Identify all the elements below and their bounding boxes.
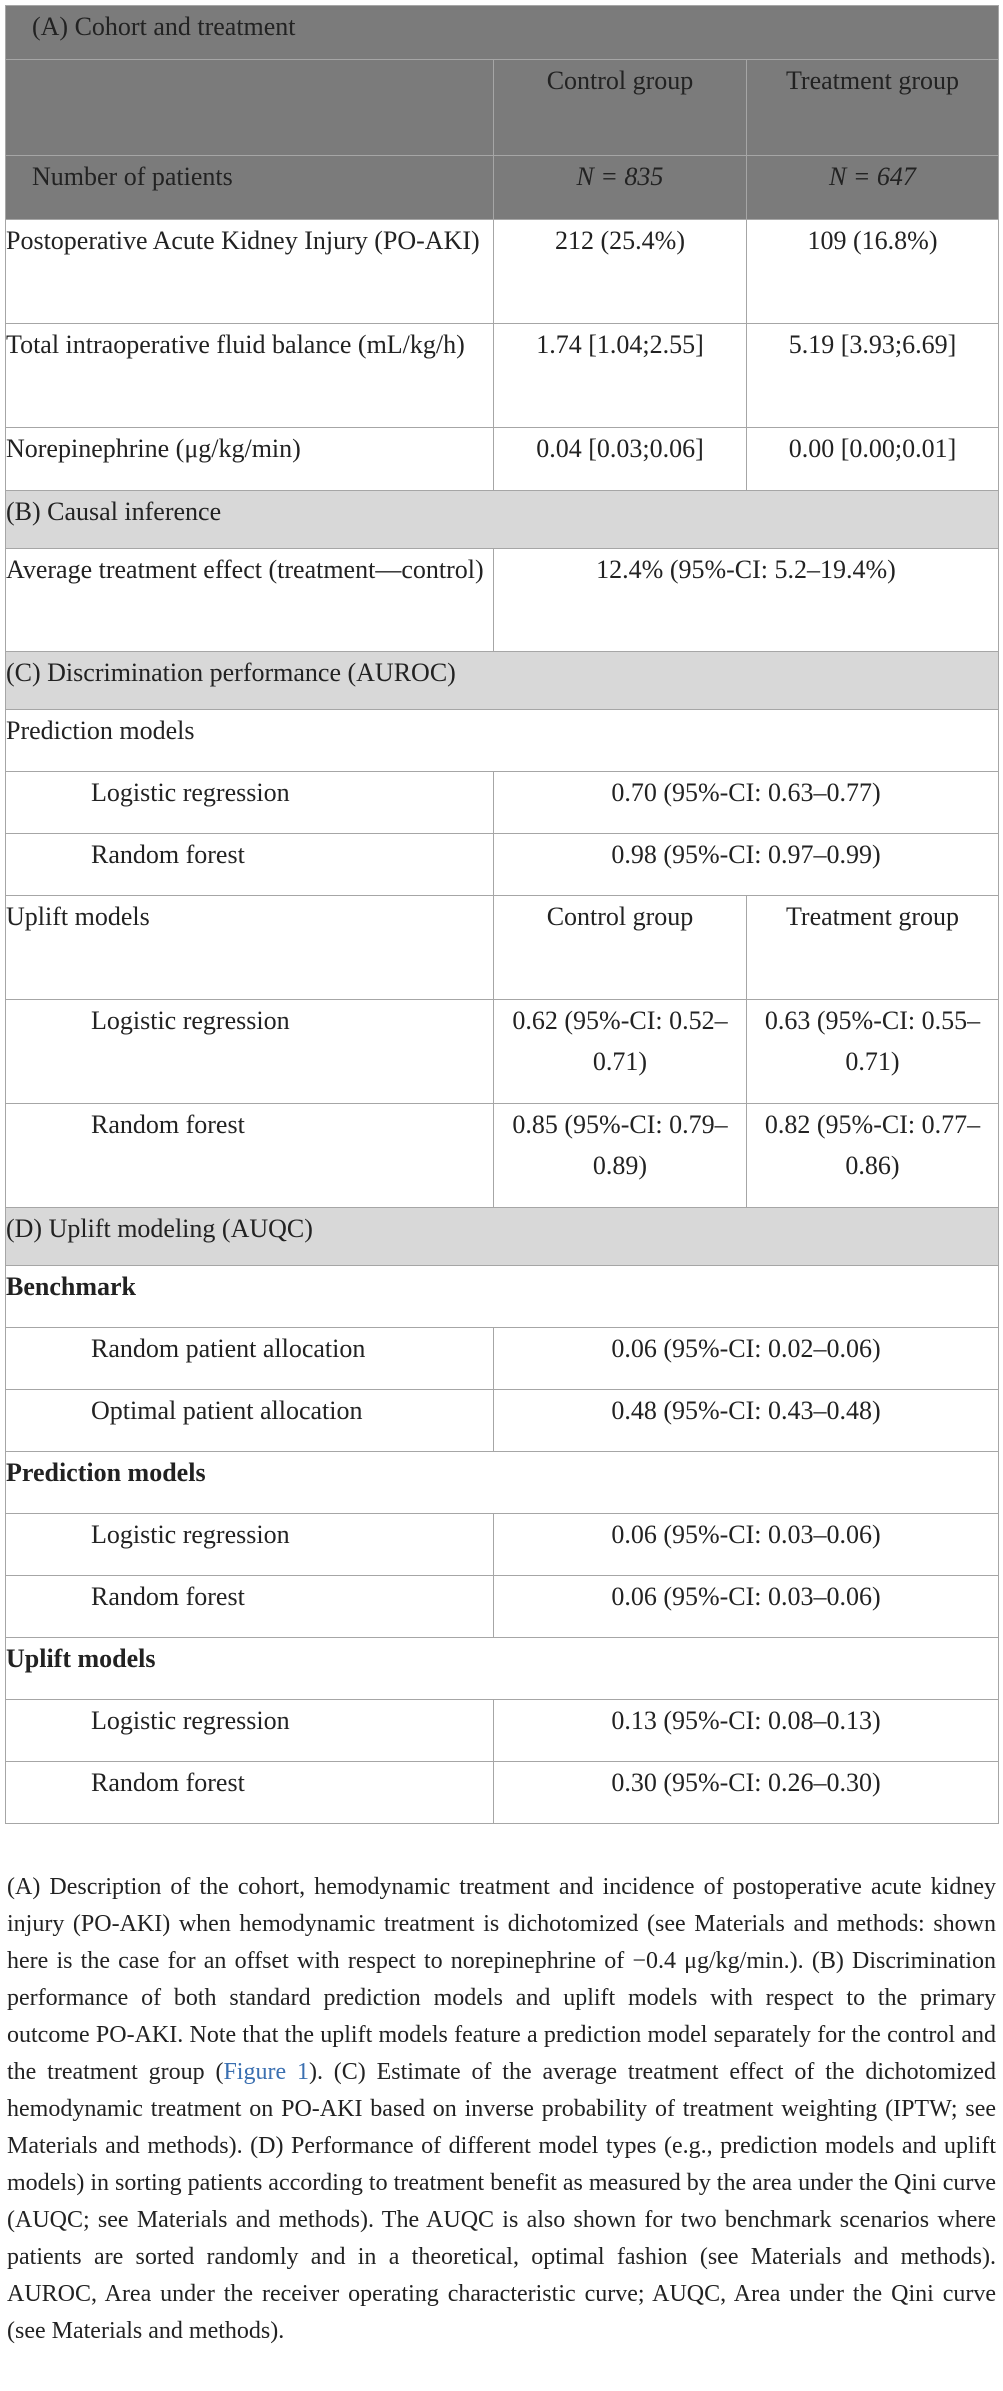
row-label: Random forest [6,1104,494,1208]
ate-label: Average treatment effect (treatment—control) [6,549,494,652]
uplift-header-control: Control group [494,896,747,1000]
table-row [6,1452,999,1514]
results-table [5,5,999,1824]
table-row [6,220,999,324]
row-value: 0.06 (95%-CI: 0.03–0.06) [494,1514,999,1576]
row-label: Random forest [6,1762,494,1824]
section-c-heading: (C) Discrimination performance (AUROC) [6,652,999,710]
row-label: Logistic regression [6,1000,494,1104]
prediction-models-label: Prediction models [6,710,999,772]
section-b-heading: (B) Causal inference [6,491,999,549]
row-value: 0.70 (95%-CI: 0.63–0.77) [494,772,999,834]
footnote-text-end: ). (C) Estimate of the average treatment effect of the dichotomized hemodynamic treatment on PO-AKI based on inverse probability of treatment weighting (IPTW; see Materials and methods). (D) Performance of different model types (e.g., prediction models and uplift models) in sorting patients according to treatment benefit as measured by the area under the Qini curve (AUQC; see Materials and methods). The AUQC is also shown for two benchmark scenarios where patients are sorted randomly and in a theoretical, optimal fashion (see Materials and methods). AUROC, Area under the receiver operating characteristic curve; AUQC, Area under the Qini curve (see Materials and methods). [7,2059,996,2344]
table-footnote [7,1869,996,2350]
row-control-value: 1.74 [1.04;2.55] [494,324,747,428]
benchmark-label: Benchmark [6,1266,999,1328]
row-label: Total intraoperative fluid balance (mL/kg/h) [6,324,494,428]
section-d-heading: (D) Uplift modeling (AUQC) [6,1208,999,1266]
row-treatment-value: 0.63 (95%-CI: 0.55–0.71) [747,1000,999,1104]
table-row [6,710,999,772]
row-label: Random forest [6,1576,494,1638]
row-control-value: 0.85 (95%-CI: 0.79–0.89) [494,1104,747,1208]
header-treatment-group: Treatment group [747,60,999,156]
header-empty-cell [6,60,494,156]
uplift-models-label: Uplift models [6,1638,999,1700]
row-value: 0.98 (95%-CI: 0.97–0.99) [494,834,999,896]
row-value: 0.13 (95%-CI: 0.08–0.13) [494,1700,999,1762]
number-of-patients-label: Number of patients [6,156,494,220]
table-row [6,1700,999,1762]
row-control-value: 212 (25.4%) [494,220,747,324]
table-row [6,1390,999,1452]
figure-1-link[interactable]: Figure 1 [223,2059,309,2085]
uplift-header-treatment: Treatment group [747,896,999,1000]
table-row [6,896,999,1000]
table-row [6,1328,999,1390]
table-row [6,1104,999,1208]
table-row [6,428,999,491]
row-label: Random patient allocation [6,1328,494,1390]
n-treatment: N = 647 [747,156,999,220]
row-label: Logistic regression [6,1514,494,1576]
n-control: N = 835 [494,156,747,220]
row-control-value: 0.62 (95%-CI: 0.52–0.71) [494,1000,747,1104]
row-label: Optimal patient allocation [6,1390,494,1452]
row-label: Logistic regression [6,1700,494,1762]
table-row [6,549,999,652]
table-row [6,1514,999,1576]
uplift-models-label: Uplift models [6,896,494,1000]
table-row [6,1576,999,1638]
row-value: 0.48 (95%-CI: 0.43–0.48) [494,1390,999,1452]
footnote-text-start: (A) Description of the cohort, hemodynamic treatment and incidence of postoperative acute kidney injury (PO-AKI) when hemodynamic treatment is dichotomized (see Materials and methods: shown here is the case for an offset with respect to norepinephrine of −0.4 μg/kg/min.). (B) Discrimination performance of both standard prediction models and uplift models with respect to the primary outcome PO-AKI. Note that the uplift models feature a prediction model separately for the control and the treatment group ( [7,1874,996,2085]
row-label: Random forest [6,834,494,896]
row-control-value: 0.04 [0.03;0.06] [494,428,747,491]
row-treatment-value: 0.82 (95%-CI: 0.77–0.86) [747,1104,999,1208]
row-value: 0.06 (95%-CI: 0.02–0.06) [494,1328,999,1390]
row-treatment-value: 109 (16.8%) [747,220,999,324]
row-value: 0.30 (95%-CI: 0.26–0.30) [494,1762,999,1824]
row-treatment-value: 0.00 [0.00;0.01] [747,428,999,491]
row-label: Norepinephrine (μg/kg/min) [6,428,494,491]
table-row [6,834,999,896]
table-row [6,324,999,428]
prediction-models-label: Prediction models [6,1452,999,1514]
section-a-heading: (A) Cohort and treatment [6,6,999,60]
row-value: 0.06 (95%-CI: 0.03–0.06) [494,1576,999,1638]
table-row [6,1638,999,1700]
header-control-group: Control group [494,60,747,156]
table-row [6,772,999,834]
table-row [6,1266,999,1328]
row-treatment-value: 5.19 [3.93;6.69] [747,324,999,428]
row-label: Postoperative Acute Kidney Injury (PO-AKI) [6,220,494,324]
row-label: Logistic regression [6,772,494,834]
table-row [6,1762,999,1824]
ate-value: 12.4% (95%-CI: 5.2–19.4%) [494,549,999,652]
table-row [6,1000,999,1104]
